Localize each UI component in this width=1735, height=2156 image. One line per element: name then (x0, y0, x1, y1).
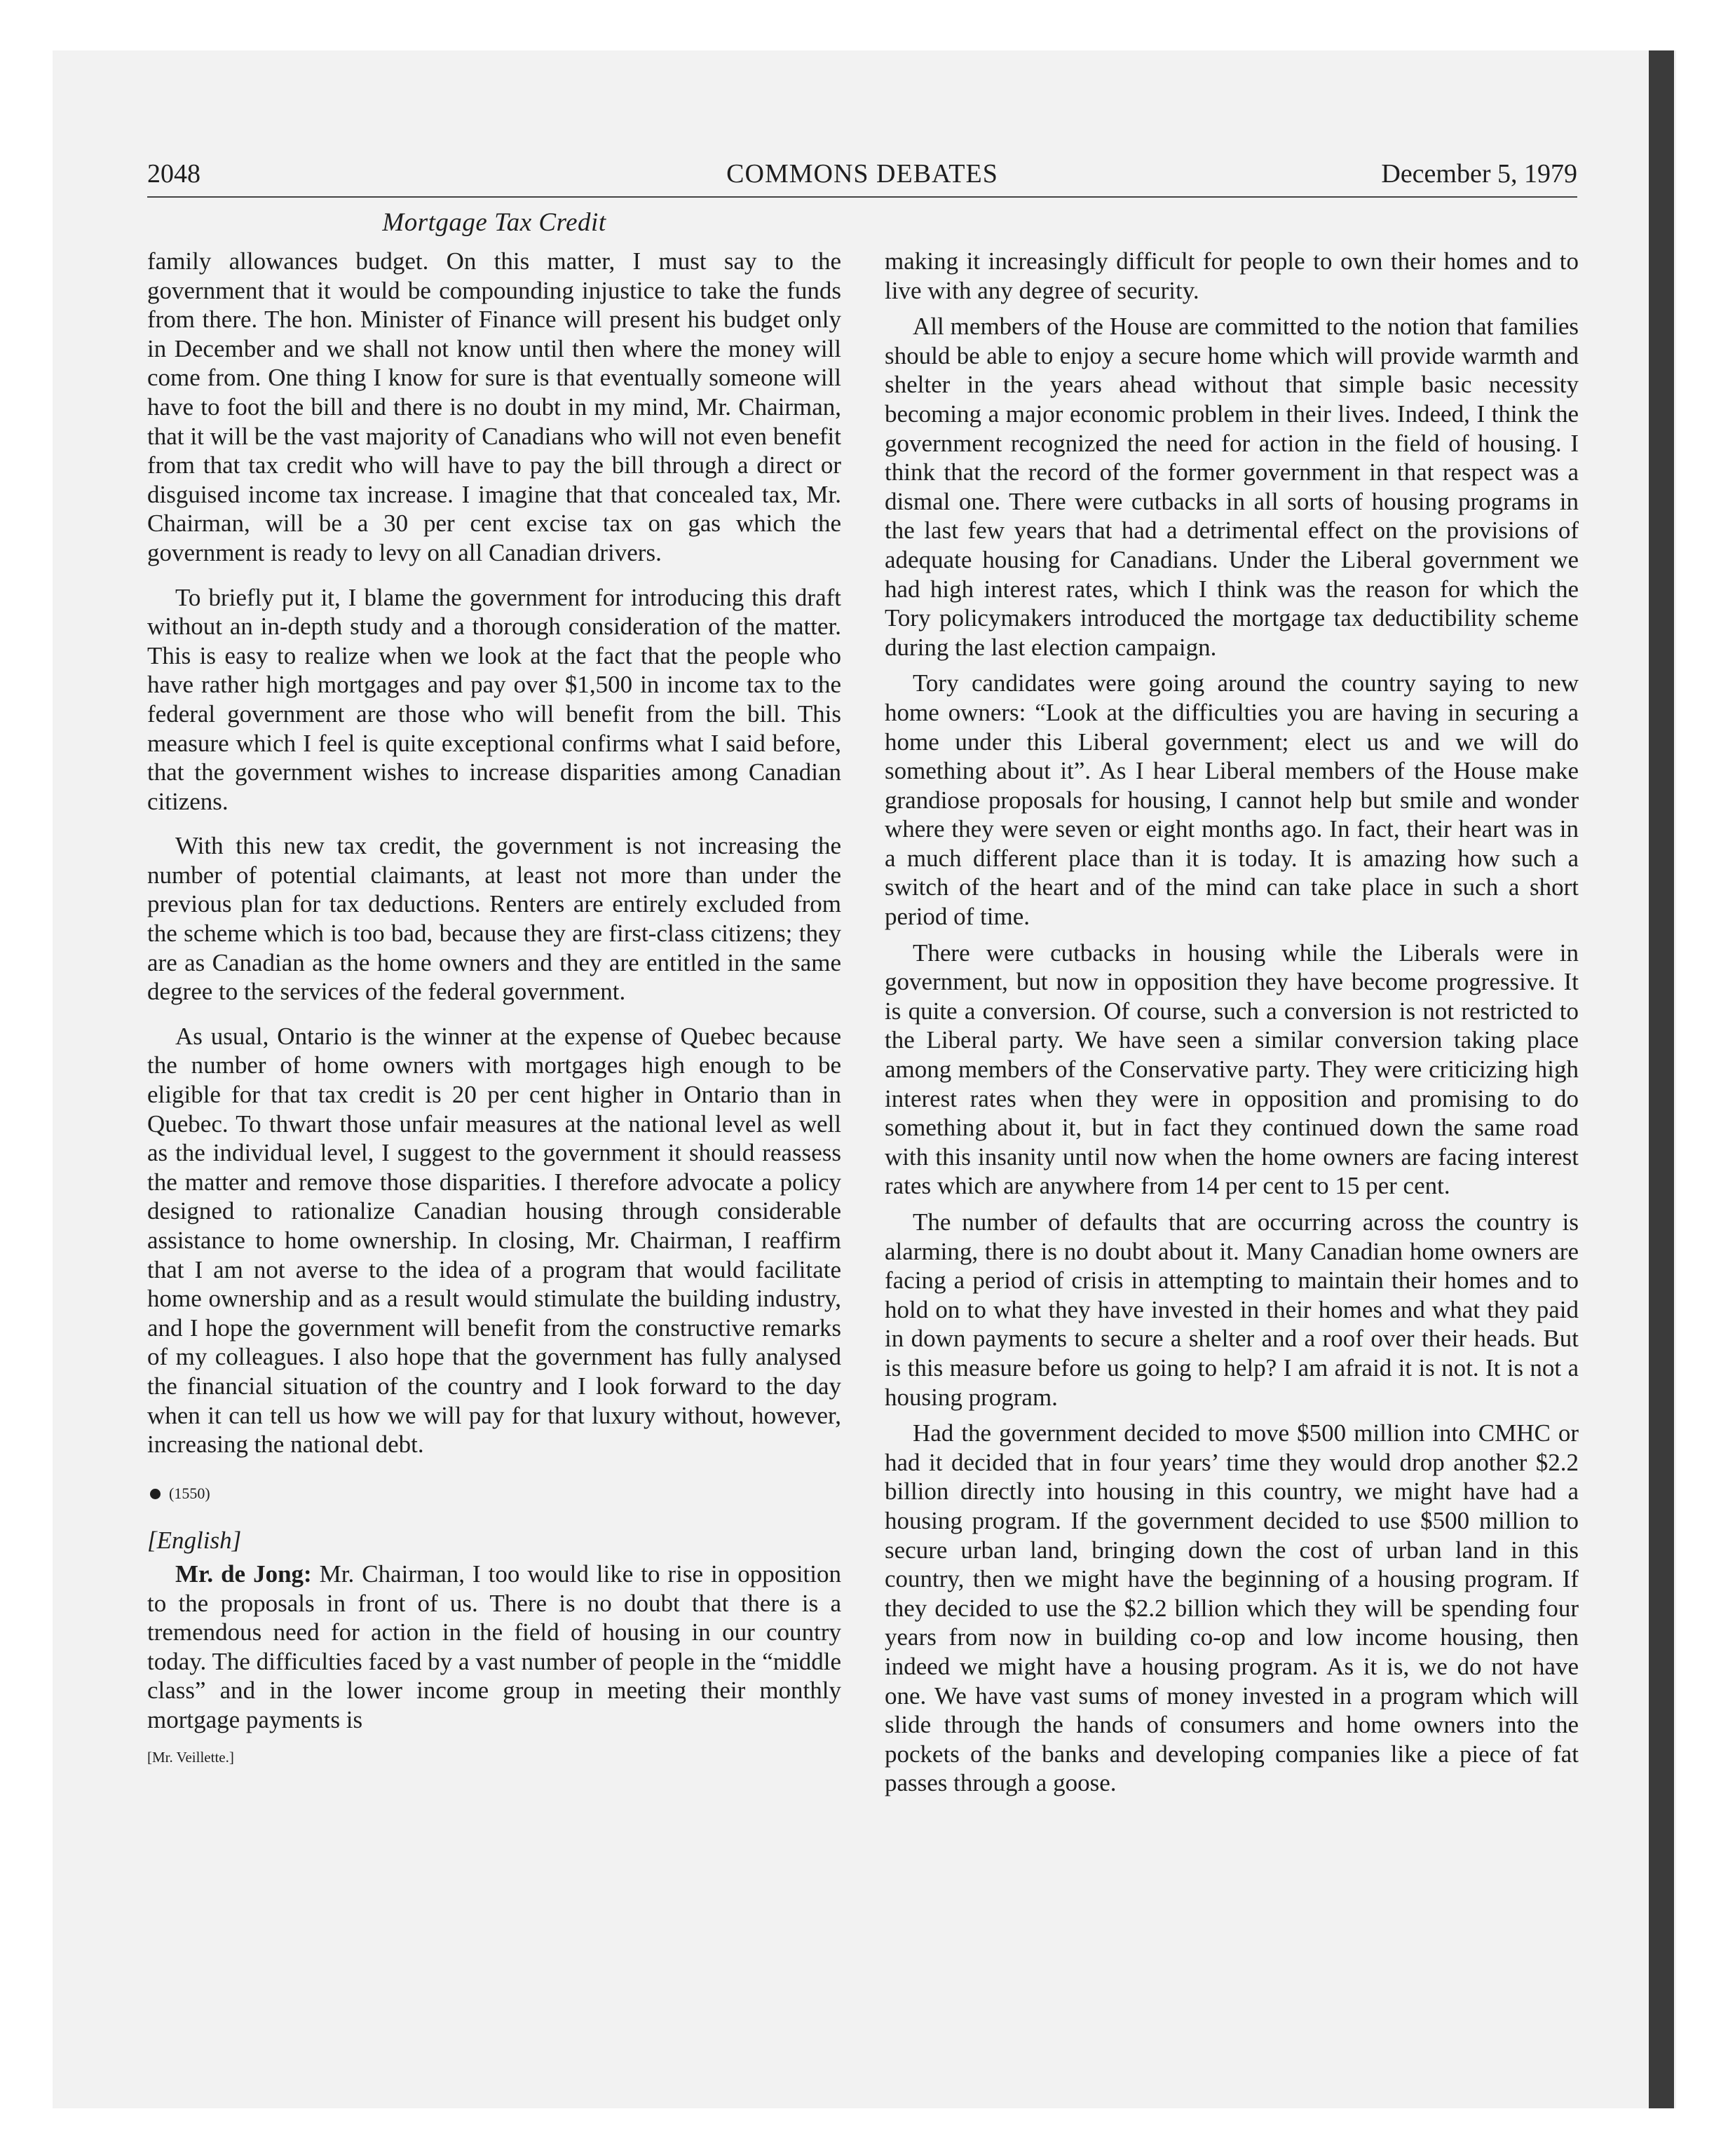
bullet-icon (150, 1489, 161, 1499)
page-header (147, 158, 1577, 193)
page-number: 2048 (147, 159, 200, 189)
paragraph: Tory candidates were going around the country saying to new home owners: “Look at the difficulties you are having in securing a home under this Liberal government; elect us and we will do something about it”. As I hear Liberal members of the House make grandiose proposals for housing, I cannot help but smile and wonder where they were seven or eight months ago. In fact, their heart was in a much different place than it is today. It is amazing how such a switch of the heart and of the mind can take place in such a short period of time. (885, 669, 1579, 931)
speaker-name: Mr. de Jong: (175, 1560, 312, 1588)
paragraph: With this new tax credit, the government is not increasing the number of potential claimants, at least not more than under the previous plan for tax deductions. Renters are entirely excluded from the scheme which is too bad, because they are first-class citizens; they are as Canadian as the home owners and they are entitled in the same degree to the services of the federal government. (147, 832, 841, 1006)
header-date: December 5, 1979 (1381, 159, 1577, 189)
paragraph: Had the government decided to move $500 million into CMHC or had it decided that in four years’ time they would drop another $2.2 billion directly into housing in this country, we might have had a housing program. If the government decided to use $500 million to secure urban land, bringing down the cost of urban land in this country, then we might have the beginning of a housing program. If they decided to use the $2.2 billion which they will be spending four years from now in building co-op and low income housing, then indeed we might have a housing program. As it is, we do not have one. We have vast sums of money invested in a program which will slide through the hands of consumers and home owners into the pockets of the banks and developing companies like a piece of fat passes through a goose. (885, 1419, 1579, 1797)
right-column (885, 247, 1579, 1798)
time-marker-text: (1550) (169, 1484, 210, 1502)
publication-title: COMMONS DEBATES (726, 159, 998, 189)
speech-text: Mr. Chairman, I too would like to rise in opposition to the proposals in front of us. There is no doubt that there is a tremendous need for action in the field of housing in our country today. The difficulties faced by a vast number of people in the “middle class” and in the lower income group in meeting their monthly mortgage payments is (147, 1560, 841, 1733)
language-tag: [English] (147, 1527, 242, 1555)
header-rule (147, 196, 1577, 198)
left-column (147, 247, 841, 1772)
paragraph: To briefly put it, I blame the government for introducing this draft without an in-depth study and a thorough consideration of the matter. This is easy to realize when we look at the fact that the people who have rather high mortgages and pay over $1,500 in income tax to the federal government are those who will benefit from the bill. This measure which I feel is quite exceptional confirms what I said before, that the government wishes to increase disparities among Canadian citizens. (147, 583, 841, 815)
page-edge-shadow (1649, 50, 1674, 2108)
paragraph: The number of defaults that are occurring across the country is alarming, there is no doubt about it. Many Canadian home owners are facing a period of crisis in attempting to maintain their homes and to hold on to what they have invested in their homes and what they paid in down payments to secure a shelter and a roof over their heads. But is this measure before us going to help? I am afraid it is not. It is not a housing program. (885, 1208, 1579, 1411)
paragraph: As usual, Ontario is the winner at the expense of Quebec because the number of home owners with mortgages high enough to be eligible for that tax credit is 20 per cent higher in Ontario than in Quebec. To thwart those unfair measures at the national level as well as the individual level, I suggest to the government it should reassess the matter and remove those disparities. I therefore advocate a policy designed to rationalize Canadian housing through considerable assistance to home ownership. In closing, Mr. Chairman, I reaffirm that I am not averse to the idea of a program that would facilitate home ownership and as a result would stimulate the building industry, and I hope the government will benefit from the constructive remarks of my colleagues. I also hope that the government has fully analysed the financial situation of the country and I look forward to the day when it can tell us how we will pay for that luxury without, however, increasing the national debt. (147, 1022, 841, 1459)
time-marker (147, 1479, 841, 1508)
paragraph: family allowances budget. On this matter, I must say to the government that it would be compounding injustice to take the funds from there. The hon. Minister of Finance will present his budget only in December and we shall not know until then where the money will come from. One thing I know for sure is that eventually someone will have to foot the bill and there is no doubt in my mind, Mr. Chairman, that it will be the vast majority of Canadians who will not even benefit from that tax credit who will have to pay the bill through a direct or disguised income tax increase. I imagine that that concealed tax, Mr. Chairman, will be a 30 per cent excise tax on gas which the government is ready to levy on all Canadian drivers. (147, 247, 841, 566)
paragraph: There were cutbacks in housing while the Liberals were in government, but now in opposition they have become progressive. It is quite a conversion. Of course, such a conversion is not restricted to the Liberal party. We have seen a similar conversion taking place among members of the Conservative party. They were criticizing high interest rates when they were in opposition and promising to do something about it, but in fact they continued down the same road with this insanity until now when the home owners are facing interest rates which are anywhere from 14 per cent to 15 per cent. (885, 939, 1579, 1200)
subject-heading: Mortgage Tax Credit (382, 208, 606, 237)
speech-paragraph (147, 1560, 841, 1735)
footnote: [Mr. Veillette.] (147, 1748, 234, 1766)
paragraph: All members of the House are committed to the notion that families should be able to enjoy a secure home which will provide warmth and shelter in the years ahead without that simple basic necessity becoming a major economic problem in their lives. Indeed, I think the government recognized the need for action in the field of housing. I think that the record of the former government in that respect was a dismal one. There were cutbacks in all sorts of housing programs in the last few years that had a detrimental effect on the provisions of adequate housing for Canadians. Under the Liberal government we had high interest rates, which I think was the reason for which the Tory policymakers introduced the mortgage tax deductibility scheme during the last election campaign. (885, 313, 1579, 661)
paragraph: making it increasingly difficult for people to own their homes and to live with any degree of security. (885, 247, 1579, 304)
